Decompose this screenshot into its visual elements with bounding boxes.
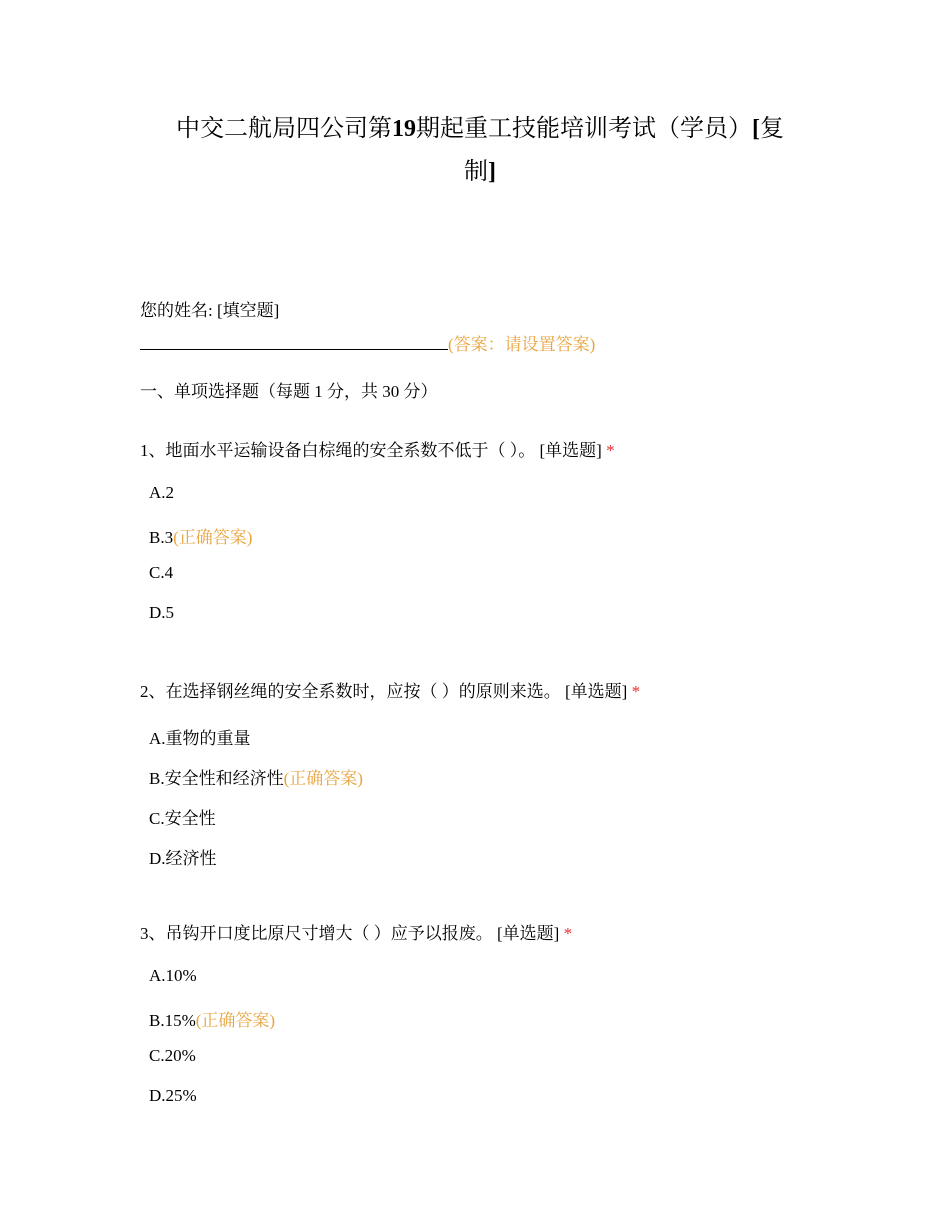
question-type: [单选题]	[497, 924, 560, 943]
required-marker: *	[631, 682, 641, 701]
question-text: 3、吊钩开口度比原尺寸增大（ ）应予以报废。	[140, 924, 493, 943]
title-text-4: 制	[464, 159, 488, 185]
option[interactable]	[149, 563, 173, 583]
option-label: D.经济性	[149, 849, 217, 868]
option[interactable]	[149, 603, 174, 623]
question-3	[140, 919, 572, 944]
required-marker: *	[606, 441, 615, 460]
question-type: [填空题]	[216, 301, 280, 320]
option[interactable]	[149, 1086, 197, 1106]
title-text: 中交二航局四公司第	[176, 116, 392, 142]
correct-answer-note: (正确答案)	[195, 1011, 276, 1030]
title-bracket-open: [	[752, 116, 760, 142]
option[interactable]	[149, 966, 197, 986]
option[interactable]	[149, 1046, 196, 1066]
option-label: A.10%	[149, 966, 197, 985]
option-label: C.安全性	[149, 809, 216, 828]
name-question-label: 您的姓名:	[140, 301, 213, 320]
question-text: 2、在选择钢丝绳的安全系数时，应按（ ）的原则来选。	[140, 682, 561, 701]
option[interactable]	[149, 764, 363, 789]
correct-answer-note: (正确答案)	[173, 528, 253, 547]
section-heading: 一、单项选择题（每题 1 分，共 30 分）	[140, 382, 438, 401]
option[interactable]	[149, 523, 252, 548]
option-label: B.安全性和经济性	[149, 769, 284, 788]
name-question	[140, 296, 279, 321]
option-label: C.20%	[149, 1046, 196, 1065]
page-title	[150, 108, 810, 194]
answer-hint: (答案：请设置答案)	[448, 335, 596, 354]
option[interactable]	[149, 1006, 275, 1031]
question-2	[140, 677, 640, 702]
option[interactable]	[149, 483, 174, 503]
question-type: [单选题]	[565, 682, 628, 701]
question-text: 1、地面水平运输设备白棕绳的安全系数不低于（ ）。	[140, 441, 536, 460]
title-line-2	[150, 151, 810, 194]
option[interactable]	[149, 724, 251, 749]
option-label: A.2	[149, 483, 175, 502]
required-marker: *	[563, 924, 573, 943]
title-number: 19	[392, 116, 416, 142]
name-answer-row	[140, 330, 595, 355]
correct-answer-note: (正确答案)	[283, 769, 363, 788]
option-label: B.3	[149, 528, 174, 547]
option-label: B.15%	[149, 1011, 196, 1030]
title-text-3: 复	[760, 116, 784, 142]
option[interactable]	[149, 804, 216, 829]
option-label: A.重物的重量	[149, 729, 251, 748]
title-bracket-close: ]	[488, 159, 496, 185]
question-1	[140, 436, 615, 461]
question-type: [单选题]	[539, 441, 602, 460]
option[interactable]	[149, 844, 217, 869]
option-label: C.4	[149, 563, 174, 582]
title-line-1	[150, 108, 810, 151]
option-label: D.5	[149, 603, 175, 622]
option-label: D.25%	[149, 1086, 197, 1105]
title-text-2: 期起重工技能培训考试（学员）	[416, 116, 752, 142]
name-input-blank[interactable]	[140, 335, 448, 350]
